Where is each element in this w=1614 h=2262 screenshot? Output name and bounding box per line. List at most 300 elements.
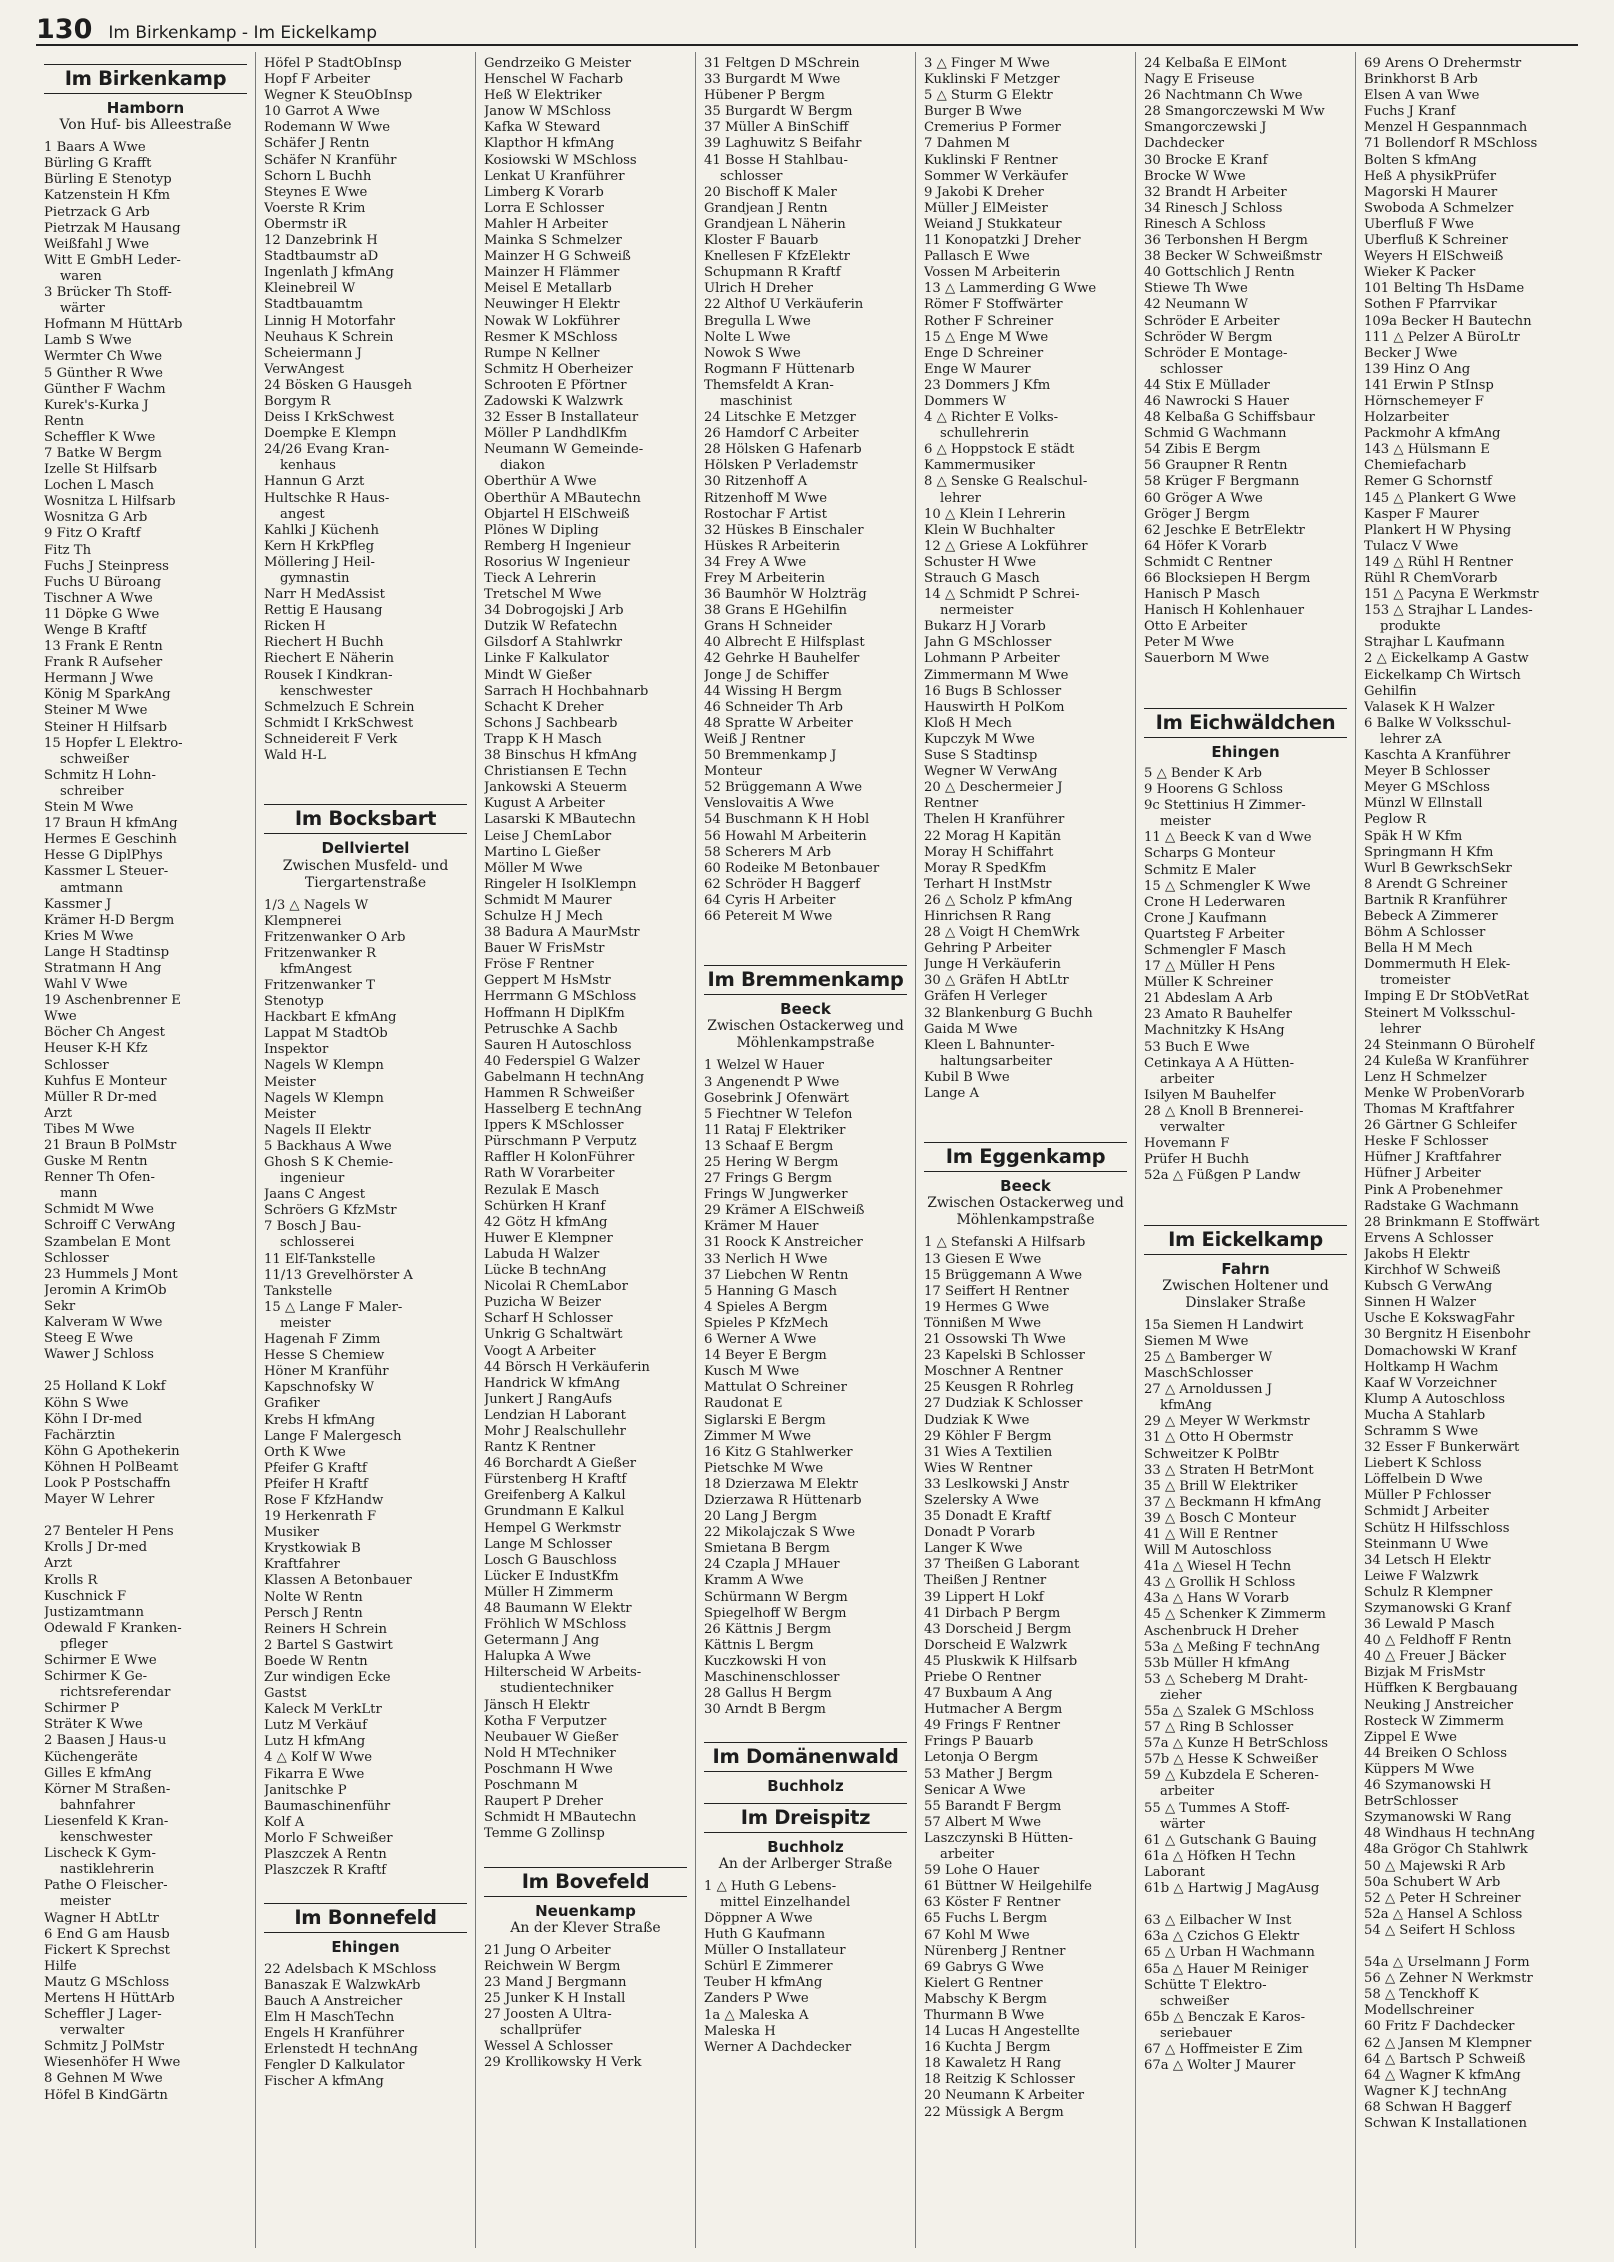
resident-entry: Schröder E Arbeiter — [1144, 313, 1280, 329]
resident-entry: Kleinebreil W — [264, 281, 356, 297]
resident-entry: Küppers M Wwe — [1364, 1761, 1475, 1777]
resident-entry: 53a △ Meßing F technAng — [1144, 1639, 1320, 1655]
resident-entry: 58 Scherers M Arb — [704, 844, 832, 860]
resident-entry: Steinert M Volksschul- — [1364, 1005, 1516, 1021]
district-label: Dellviertel — [321, 839, 410, 858]
resident-entry: 60 Gröger A Wwe — [1144, 490, 1263, 506]
resident-entry: Brinkhorst B Arb — [1364, 72, 1478, 88]
resident-entry: 23 Kapelski B Schlosser — [924, 1348, 1085, 1364]
resident-entry: 12 △ Griese A Lokführer — [924, 538, 1088, 554]
resident-entry: 8 Arendt G Schreiner — [1364, 876, 1508, 892]
resident-entry: Strauch G Masch — [924, 571, 1040, 586]
resident-entry: Dudziak K Wwe — [924, 1412, 1030, 1428]
resident-entry: Fritzenwanker R — [264, 945, 377, 961]
resident-entry: Schürken H Kranf — [484, 1198, 606, 1214]
resident-entry: 52 Brüggemann A Wwe — [704, 780, 863, 796]
resident-entry: lehrer — [1380, 1021, 1421, 1037]
resident-entry: Poschmann M — [484, 1778, 578, 1794]
resident-entry: 34 Frey A Wwe — [704, 554, 807, 570]
resident-entry: Janow W MSchloss — [484, 104, 611, 120]
resident-entry: Klein W Buchhalter — [924, 522, 1055, 538]
district-label: Hamborn — [106, 99, 185, 118]
resident-entry: 27 Dudziak K Schlosser — [924, 1396, 1083, 1412]
resident-entry: Krolls R — [44, 1572, 98, 1588]
resident-entry: Grandjean J Rentn — [704, 200, 828, 216]
resident-entry: Martino L Gießer — [484, 844, 601, 860]
resident-entry: 17 Seiffert H Rentner — [924, 1283, 1069, 1299]
resident-entry: Vossen M Arbeiterin — [924, 265, 1061, 281]
resident-entry: Hilterscheid W Arbeits- — [484, 1665, 642, 1681]
resident-entry: 33 Leslkowski J Anstr — [924, 1476, 1069, 1492]
resident-entry: Kolf A — [264, 1814, 305, 1830]
street-heading: Im Eickelkamp — [1144, 1225, 1347, 1255]
resident-entry: Frey M Arbeiterin — [704, 571, 826, 586]
resident-entry — [1144, 1200, 1347, 1216]
resident-entry: 16 Kuchta J Bergm — [924, 2040, 1051, 2056]
resident-entry: Wosnitza L Hilfsarb — [44, 494, 176, 510]
resident-entry: Huth G Kaufmann — [704, 1927, 826, 1943]
street-section — [1144, 708, 1347, 760]
resident-entry: Schulze H J Mech — [484, 908, 603, 924]
resident-entry: Raudonat E — [704, 1396, 783, 1412]
resident-entry: Weißfahl J Wwe — [44, 236, 150, 252]
resident-entry: 4 △ Richter E Volks- — [924, 410, 1059, 426]
resident-entry: Fröhlich W MSchloss — [484, 1617, 627, 1633]
resident-entry: 16 Kitz G Stahlwerker — [704, 1444, 853, 1460]
resident-entry: Wies W Rentner — [924, 1460, 1033, 1476]
resident-entry: Siemen M Wwe — [1144, 1333, 1249, 1349]
resident-entry: Hilfe — [44, 1958, 77, 1974]
resident-entry: 2 Bartel S Gastwirt — [264, 1637, 393, 1653]
resident-entry: Terhart H InstMstr — [924, 876, 1052, 892]
resident-entry: Münzl W Ellnstall — [1364, 796, 1483, 812]
resident-entry: 57a △ Kunze H BetrSchloss — [1144, 1736, 1329, 1752]
resident-entry: 34 Letsch H Elektr — [1364, 1552, 1491, 1568]
resident-entry: 50a Schubert W Arb — [1364, 1874, 1501, 1890]
resident-entry: Köhn G Apothekerin — [44, 1443, 180, 1459]
resident-entry: 41 Bosse H Stahlbau- — [704, 152, 848, 168]
resident-entry: Rath W Vorarbeiter — [484, 1166, 615, 1182]
street-heading: Im Eggenkamp — [924, 1142, 1127, 1172]
resident-entry: Zadowski K Walzwrk — [484, 393, 623, 409]
resident-entry: tromeister — [1380, 973, 1451, 989]
resident-entry: Steiner H Hilfsarb — [44, 719, 168, 735]
resident-entry: 69 Gabrys G Wwe — [924, 1959, 1044, 1975]
resident-entry: 5 Hanning G Masch — [704, 1283, 838, 1299]
resident-entry: 5 Günther R Wwe — [44, 365, 163, 381]
resident-entry: Zimmermann M Wwe — [924, 667, 1069, 683]
resident-entry: Wagner H AbtLtr — [44, 1910, 159, 1926]
resident-entry: produkte — [1380, 619, 1441, 635]
resident-entry: Lorra E Schlosser — [484, 200, 604, 216]
resident-entry: 54 Buschmann K H Hobl — [704, 812, 870, 828]
resident-entry: Huwer E Klempner — [484, 1230, 613, 1246]
resident-entry: Doempke E Klempn — [264, 426, 397, 442]
resident-entry: 14 Lucas H Angestellte — [924, 2024, 1080, 2040]
resident-entry: Nürenberg J Rentner — [924, 1943, 1066, 1959]
resident-entry: Strajhar L Kaufmann — [1364, 635, 1505, 651]
resident-entry: Laszczynski B Hütten- — [924, 1830, 1074, 1846]
resident-entry: maschinist — [720, 393, 793, 409]
street-heading: Im Bonnefeld — [264, 1903, 467, 1933]
resident-entry: 30 △ Gräfen H AbtLtr — [924, 973, 1069, 989]
resident-entry: Müller R Dr-med — [44, 1089, 157, 1105]
resident-entry: Sommer W Verkäufer — [924, 168, 1068, 184]
resident-entry: 40 Federspiel G Walzer — [484, 1053, 640, 1069]
resident-entry: Kugust A Arbeiter — [484, 796, 605, 812]
resident-entry: Meisel E Metallarb — [484, 281, 612, 297]
resident-entry: Schmidt J Arbeiter — [1364, 1504, 1489, 1520]
resident-entry: 37 Liebchen W Rentn — [704, 1267, 849, 1283]
resident-entry: Priebe O Rentner — [924, 1670, 1041, 1685]
resident-entry: Kuczkowski H von — [704, 1653, 827, 1669]
resident-entry: Remberg H Ingenieur — [484, 538, 631, 554]
resident-entry: Nowok S Wwe — [704, 345, 801, 361]
resident-entry: Hinrichsen R Rang — [924, 908, 1052, 924]
resident-entry: 56 Howahl M Arbeiterin — [704, 828, 867, 844]
resident-entry: VerwAngest — [264, 361, 345, 377]
resident-entry: Fickert K Sprechst — [44, 1942, 170, 1958]
resident-entry: Maleska H — [704, 2023, 776, 2039]
resident-entry: 23 Hummels J Mont — [44, 1266, 178, 1282]
resident-entry: 41 △ Will E Rentner — [1144, 1526, 1278, 1542]
resident-entry: Kupczyk M Wwe — [924, 731, 1035, 747]
resident-entry: Izelle St Hilfsarb — [44, 462, 158, 478]
resident-entry: 58 Krüger F Bergmann — [1144, 474, 1300, 490]
resident-entry: Imping E Dr StObVetRat — [1364, 989, 1529, 1005]
resident-entry: Fritzenwanker T — [264, 977, 375, 993]
resident-entry: Christiansen E Techn — [484, 764, 627, 780]
resident-entry: Renner Th Ofen- — [44, 1170, 155, 1186]
resident-entry: Burger B Wwe — [924, 104, 1022, 120]
resident-entry: schlosserei — [280, 1235, 355, 1251]
resident-entry: Cremerius P Former — [924, 120, 1061, 136]
resident-entry: Usche E KokswagFahr — [1364, 1311, 1515, 1327]
resident-entry: Lenkat U Kranführer — [484, 168, 625, 184]
resident-entry: Hopf F Arbeiter — [264, 72, 370, 88]
resident-entry: Szymanowski G Kranf — [1364, 1601, 1511, 1616]
resident-entry: Dommers W — [924, 393, 1007, 409]
resident-entry: Rother F Schreiner — [924, 313, 1054, 329]
resident-entry: 4 △ Kolf W Wwe — [264, 1750, 373, 1766]
resident-entry: Hempel G Werkmstr — [484, 1520, 621, 1536]
resident-entry: Kirchhof W Schweiß — [1364, 1263, 1501, 1279]
resident-entry: Böhm A Schlosser — [1364, 925, 1486, 941]
street-section — [484, 1867, 687, 1937]
resident-entry: Hauswirth H PolKom — [924, 699, 1065, 715]
resident-entry: Teuber H kfmAng — [704, 1975, 823, 1991]
resident-entry: nermeister — [940, 603, 1014, 619]
resident-entry: 2 △ Eickelkamp A Gastw — [1364, 651, 1529, 667]
column-6 — [1136, 52, 1356, 2248]
resident-entry: 28 Hölsken G Hafenarb — [704, 442, 862, 458]
resident-entry: Schons J Sachbearb — [484, 715, 618, 731]
resident-entry: 32 Blankenburg G Buchh — [924, 1005, 1093, 1021]
resident-entry: Hübener P Bergm — [704, 88, 825, 104]
resident-entry — [1364, 1939, 1568, 1955]
resident-entry: wärter — [1160, 1816, 1205, 1832]
column-3 — [476, 52, 696, 2248]
resident-entry: Hofmann M HüttArb — [44, 317, 183, 333]
resident-entry: Peter M Wwe — [1144, 635, 1235, 651]
resident-entry: Bella H M Mech — [1364, 941, 1473, 957]
resident-entry: 64 △ Bartsch P Schweiß — [1364, 2051, 1526, 2067]
resident-entry: gymnastin — [280, 571, 350, 586]
resident-entry — [264, 764, 467, 780]
resident-entry: Nicolai R ChemLabor — [484, 1279, 628, 1295]
resident-entry: Steynes E Wwe — [264, 184, 368, 200]
resident-entry: Wosnitza G Arb — [44, 510, 148, 526]
resident-entry: Frings P Bauarb — [924, 1734, 1034, 1750]
resident-entry: Kuhfus E Monteur — [44, 1073, 167, 1089]
resident-entry: Ghosh S K Chemie- — [264, 1155, 394, 1170]
resident-entry: Losch G Bauschloss — [484, 1552, 617, 1568]
resident-entry: 35 △ Brill W Elektriker — [1144, 1478, 1298, 1494]
resident-entry: 34 Dobrogojski J Arb — [484, 603, 624, 619]
resident-entry: Fitz Th — [44, 542, 92, 558]
resident-entry: Valasek K H Walzer — [1364, 699, 1495, 715]
resident-entry: Limberg K Vorarb — [484, 184, 604, 200]
resident-entry: Heuser K-H Kfz — [44, 1041, 148, 1057]
resident-entry: Steinmann U Wwe — [1364, 1536, 1489, 1552]
street-section — [704, 1803, 907, 1873]
resident-entry: 31 Wies A Textilien — [924, 1444, 1053, 1460]
resident-entry: kfmAngest — [280, 961, 352, 977]
resident-entry: 24 Steinmann O Bürohelf — [1364, 1037, 1535, 1053]
resident-entry: Rosorius W Ingenieur — [484, 554, 630, 570]
resident-entry: 28 △ Knoll B Brennerei- — [1144, 1103, 1304, 1119]
resident-entry: Remer G Schornstf — [1364, 474, 1492, 490]
resident-entry: Kasper F Maurer — [1364, 506, 1479, 522]
resident-entry: 38 Binschus H kfmAng — [484, 748, 638, 764]
resident-entry: Römer F Stoffwärter — [924, 297, 1063, 313]
resident-entry: 149 △ Rühl H Rentner — [1364, 554, 1513, 570]
resident-entry: 29 Krollikowsky H Verk — [484, 2055, 642, 2071]
resident-entry: 30 Arndt B Bergm — [704, 1702, 826, 1718]
resident-entry: 41 Dirbach P Bergm — [924, 1605, 1061, 1621]
resident-entry: Mindt W Gießer — [484, 667, 592, 683]
resident-entry: Ritzenhoff M Wwe — [704, 490, 828, 506]
resident-entry: 13 Giesen E Wwe — [924, 1251, 1042, 1267]
resident-entry: meister — [280, 1315, 331, 1331]
resident-entry: 145 △ Plankert G Wwe — [1364, 490, 1517, 506]
street-heading: Im Domänenwald — [704, 1742, 907, 1772]
resident-entry: Nowak W Lokführer — [484, 313, 620, 329]
resident-entry: verwalter — [1160, 1120, 1225, 1135]
resident-entry: Pfeifer H Kraftf — [264, 1476, 368, 1492]
resident-entry: Köhnen H PolBeamt — [44, 1459, 179, 1475]
street-section — [264, 1903, 467, 1955]
resident-entry: Sarrach H Hochbahnarb — [484, 683, 649, 699]
resident-entry: 31 Feltgen D MSchrein — [704, 56, 860, 71]
resident-entry: Rogmann F Hüttenarb — [704, 361, 855, 377]
resident-entry: Neuhaus K Schrein — [264, 329, 394, 345]
resident-entry: 25 △ Bamberger W — [1144, 1349, 1273, 1365]
resident-entry: 21 Jung O Arbeiter — [484, 1942, 611, 1958]
resident-entry: Wawer J Schloss — [44, 1347, 154, 1363]
resident-entry: Schütte T Elektro- — [1144, 1977, 1267, 1993]
resident-entry: Gilsdorf A Stahlwrkr — [484, 635, 623, 651]
resident-entry: 13 Schaaf E Bergm — [704, 1138, 834, 1154]
resident-entry: arbeiter — [940, 1847, 995, 1863]
resident-entry: Liesenfeld K Kran- — [44, 1813, 169, 1829]
resident-entry: Persch J Rentn — [264, 1605, 363, 1621]
resident-entry: 24 Czapla J MHauer — [704, 1557, 840, 1573]
street-heading: Im Birkenkamp — [44, 64, 247, 94]
resident-entry: Lasarski K MBautechn — [484, 812, 636, 828]
resident-entry: Lochen L Masch — [44, 478, 155, 494]
resident-entry: 35 Donadt E Kraftf — [924, 1509, 1051, 1525]
resident-entry: 66 Blocksiepen H Bergm — [1144, 571, 1311, 586]
resident-entry: Körner M Straßen- — [44, 1781, 171, 1797]
resident-entry: 26 Hamdorf C Arbeiter — [704, 426, 859, 442]
resident-entry: 43 Dorscheid J Bergm — [924, 1621, 1072, 1637]
resident-entry: Justizamtmann — [44, 1604, 145, 1620]
resident-entry: Quartsteg F Arbeiter — [1144, 926, 1285, 942]
resident-entry: Oberthür A MBautechn — [484, 490, 641, 506]
resident-entry: Müller K Schreiner — [1144, 975, 1273, 991]
resident-entry: Fritzenwanker O Arb — [264, 929, 406, 945]
resident-entry: Tieck A Lehrerin — [484, 571, 597, 586]
district-label: Beeck — [780, 1000, 831, 1019]
resident-entry: 54 △ Seifert H Schloss — [1364, 1922, 1516, 1938]
resident-entry: Mainka S Schmelzer — [484, 233, 622, 249]
resident-entry: 3 Angenendt P Wwe — [704, 1074, 840, 1090]
resident-entry: 28 Gallus H Bergm — [704, 1686, 832, 1702]
resident-entry: schreiber — [60, 783, 124, 799]
resident-entry: 16 Bugs B Schlosser — [924, 683, 1062, 699]
street-range: Zwischen Musfeld- und Tiergartenstraße — [282, 857, 449, 891]
resident-entry: Scharps G Monteur — [1144, 846, 1276, 862]
resident-entry: Heß A physikPrüfer — [1364, 168, 1497, 184]
resident-entry: Fuchs J Kranf — [1364, 104, 1456, 120]
resident-entry: Resmer K MSchloss — [484, 329, 618, 345]
resident-entry: 109a Becker H Bautechn — [1364, 313, 1532, 329]
resident-entry: 6 End G am Hausb — [44, 1926, 170, 1942]
resident-entry: Moschner A Rentner — [924, 1364, 1063, 1380]
resident-entry: Tönnißen M Wwe — [924, 1315, 1042, 1331]
resident-entry: Schmidt M Maurer — [484, 892, 612, 908]
resident-entry: Donadt P Vorarb — [924, 1525, 1036, 1541]
resident-entry: amtmann — [60, 880, 124, 896]
resident-entry: Voerste R Krim — [264, 200, 366, 216]
resident-entry — [484, 1842, 687, 1858]
street-heading: Im Bovefeld — [484, 1867, 687, 1897]
resident-entry: kenhaus — [280, 458, 336, 474]
resident-entry: Zimmer M Wwe — [704, 1428, 812, 1444]
resident-entry: Hölsken P Verlademstr — [704, 458, 858, 474]
resident-entry: Theißen J Rentner — [924, 1573, 1047, 1589]
resident-entry: meister — [1160, 814, 1211, 830]
resident-entry: Heß W Elektriker — [484, 88, 602, 104]
resident-entry: Fischer A kfmAng — [264, 2074, 384, 2090]
resident-entry: Hesse S Chemiew — [264, 1348, 385, 1364]
resident-entry: pfleger — [60, 1636, 108, 1652]
resident-entry: Hüffken K Bergbauang — [1364, 1681, 1518, 1697]
resident-entry: Wwe — [44, 1009, 77, 1025]
resident-entry: Hovemann F — [1144, 1136, 1230, 1152]
resident-entry: 9 Jakobi K Dreher — [924, 184, 1044, 200]
resident-entry: 2 Baasen J Haus-u — [44, 1733, 167, 1749]
resident-entry: Ulrich H Dreher — [704, 281, 813, 297]
resident-entry: Jaans C Angest — [264, 1187, 366, 1203]
resident-entry: 62 Jeschke E BetrElektr — [1144, 522, 1305, 538]
resident-entry: Frings W Jungwerker — [704, 1187, 848, 1203]
resident-entry: Witt E GmbH Leder- — [44, 252, 181, 268]
resident-entry: Szambelan E Mont — [44, 1234, 171, 1250]
resident-entry: 26 Gärtner G Schleifer — [1364, 1118, 1517, 1134]
resident-entry: 25 Keusgen R Rohrleg — [924, 1380, 1074, 1396]
resident-entry: Nolte L Wwe — [704, 329, 791, 345]
resident-entry: 45 △ Schenker K Zimmerm — [1144, 1607, 1326, 1623]
resident-entry: Kassmer J — [44, 896, 112, 912]
resident-entry: 53 △ Scheberg M Draht- — [1144, 1671, 1308, 1687]
resident-entry: Wenge B Kraftf — [44, 623, 147, 638]
resident-entry: Rodemann W Wwe — [264, 120, 391, 136]
resident-entry: 63a △ Czichos G Elektr — [1144, 1929, 1300, 1945]
resident-entry: Mucha A Stahlarb — [1364, 1407, 1486, 1423]
resident-entry: 6 △ Hoppstock E städt — [924, 442, 1075, 458]
resident-entry: 43 △ Grollik H Schloss — [1144, 1575, 1296, 1591]
resident-entry — [924, 1118, 1127, 1134]
resident-entry: 12 Danzebrink H — [264, 233, 378, 249]
resident-entry: 46 Nawrocki S Hauer — [1144, 393, 1289, 409]
resident-entry: Monteur — [704, 764, 762, 780]
resident-entry: 32 Brandt H Arbeiter — [1144, 184, 1287, 200]
resident-entry: 57b △ Hesse K Schweißer — [1144, 1752, 1318, 1768]
resident-entry: BetrSchlosser — [1364, 1794, 1458, 1810]
resident-entry: Schröder W Bergm — [1144, 329, 1273, 345]
resident-entry: Bizjak M FrisMstr — [1364, 1665, 1485, 1681]
resident-entry: mann — [60, 1186, 98, 1202]
resident-entry: 65 Fuchs L Bergm — [924, 1911, 1048, 1927]
resident-entry: Nagels W Klempn — [264, 1058, 384, 1074]
resident-entry: Schmelzuch E Schrein — [264, 699, 415, 715]
resident-entry: 111 △ Pelzer A BüroLtr — [1364, 329, 1520, 345]
resident-entry: Kammermusiker — [924, 458, 1035, 474]
resident-entry: 49 Frings F Rentner — [924, 1718, 1061, 1734]
resident-entry: 20 Bischoff K Maler — [704, 184, 837, 200]
resident-entry: Kleen L Bahnunter- — [924, 1037, 1055, 1053]
resident-entry: Siglarski E Bergm — [704, 1412, 826, 1428]
resident-entry: 55 △ Tummes A Stoff- — [1144, 1800, 1290, 1816]
resident-entry: Nagels II Elektr — [264, 1122, 371, 1138]
resident-entry: Mayer W Lehrer — [44, 1492, 155, 1508]
resident-entry: Smangorczewski J — [1144, 120, 1267, 136]
resident-entry: Look P Postschaffn — [44, 1475, 171, 1491]
resident-entry: Lendzian H Laborant — [484, 1407, 626, 1423]
resident-entry: 15 △ Lange F Maler- — [264, 1299, 403, 1315]
resident-entry: Neumann W Gemeinde- — [484, 442, 644, 458]
resident-entry: Schirmer E Wwe — [44, 1653, 157, 1668]
resident-entry: Schulz R Klempner — [1364, 1584, 1493, 1600]
resident-entry: Nolte W Rentn — [264, 1589, 363, 1605]
resident-entry: Leise J ChemLabor — [484, 828, 612, 844]
district-label: Neuenkamp — [535, 1901, 636, 1920]
resident-entry: 1 △ Stefanski A Hilfsarb — [924, 1235, 1086, 1251]
resident-entry: Klassen A Betonbauer — [264, 1573, 412, 1589]
resident-entry — [1144, 1184, 1347, 1200]
resident-entry: Wermter Ch Wwe — [44, 349, 163, 365]
resident-entry: Kafka W Steward — [484, 120, 601, 136]
resident-entry: 20 △ Deschermeier J — [924, 780, 1063, 796]
resident-entry: Rentn — [44, 413, 85, 429]
resident-entry: Plaszczek A Rentn — [264, 1847, 387, 1863]
resident-entry: Kusch M Wwe — [704, 1364, 800, 1380]
resident-entry: 33 Nerlich H Wwe — [704, 1251, 828, 1267]
resident-entry: 43a △ Hans W Vorarb — [1144, 1591, 1289, 1607]
resident-entry: Pürschmann P Verputz — [484, 1134, 637, 1150]
